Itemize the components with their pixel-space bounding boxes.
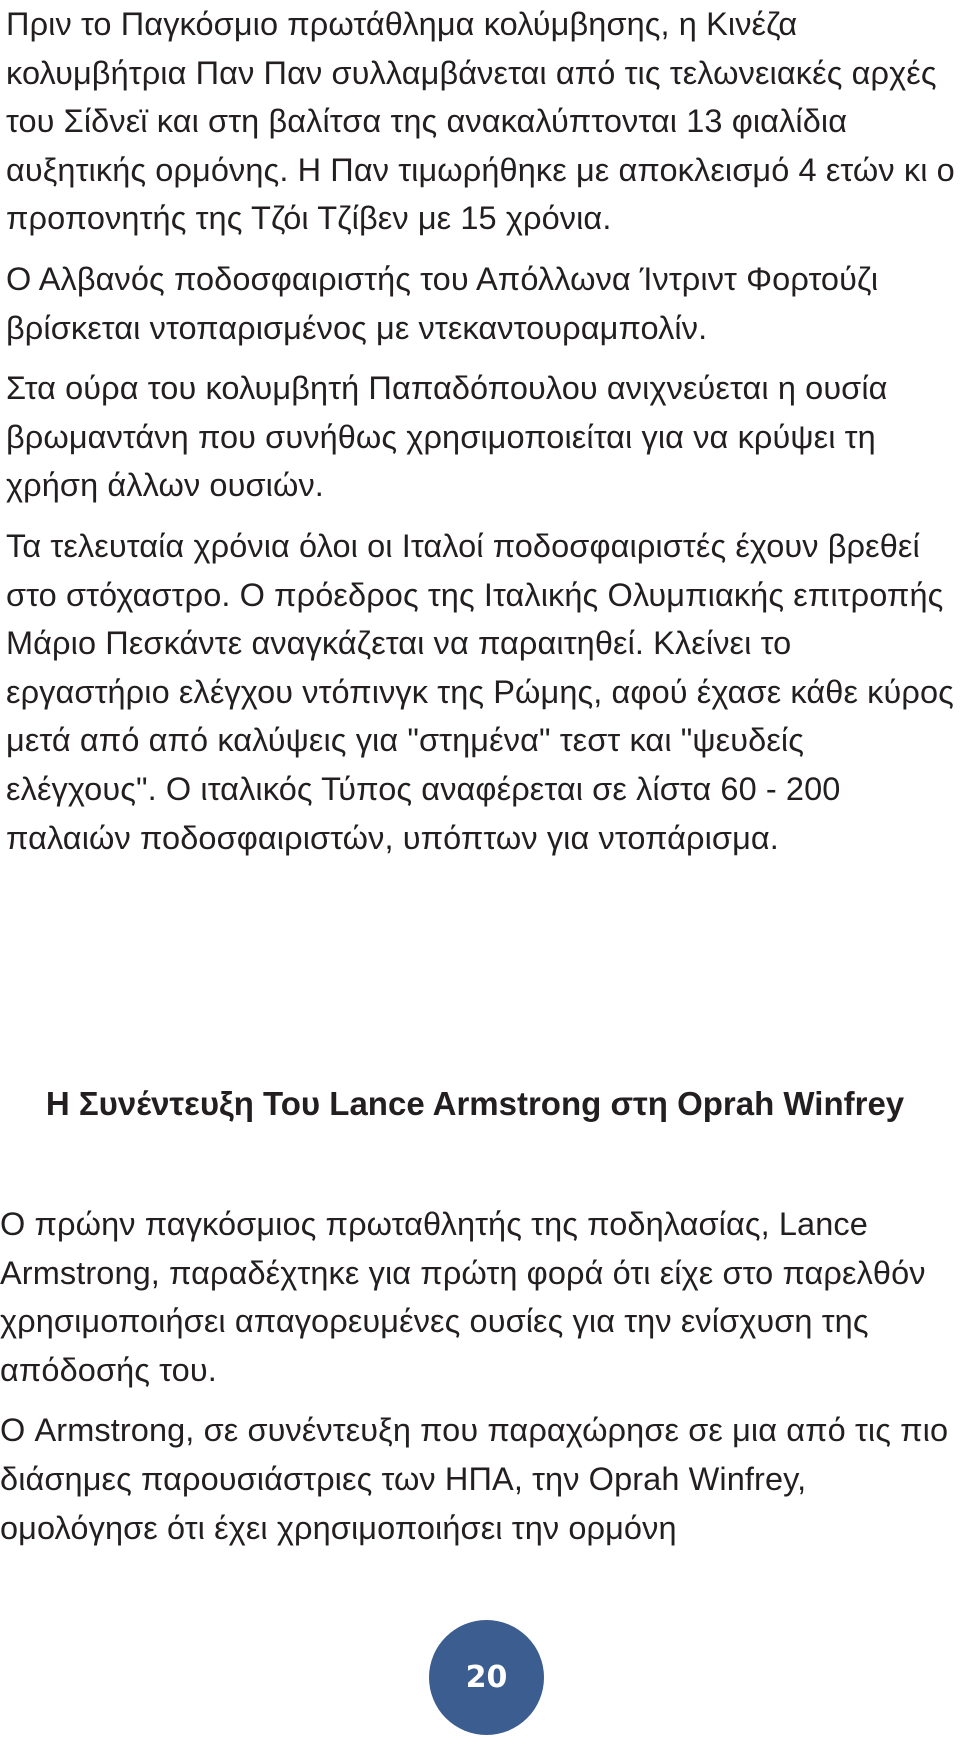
page-number-badge <box>429 1620 544 1735</box>
section-text-block <box>0 1200 950 1552</box>
paragraph-pan-pan: Πριν το Παγκόσμιο πρωτάθλημα κολύμβησης, η Κινέζα κολυμβήτρια Παν Παν συλλαμβάνεται από τις τελωνειακές αρχές του Σίδνεϊ και στη βαλίτσα της ανακαλύπτονται 13 φιαλίδια αυξητικής ορμόνης. Η Παν τιμωρήθηκε με αποκλεισμό 4 ετών κι ο προπονητής της Τζόι Τζίβεν με 15 χρόνια. <box>6 6 955 237</box>
paragraph-armstrong-admission: Ο πρώην παγκόσμιος πρωταθλητής της ποδηλασίας, Lance Armstrong, παραδέχτηκε για πρώτη φορά ότι είχε στο παρελθόν χρησιμοποιήσει απαγορευμένες ουσίες για την ενίσχυση της απόδοσής του. <box>0 1206 926 1388</box>
paragraph-italian-footballers: Τα τελευταία χρόνια όλοι οι Ιταλοί ποδοσφαιριστές έχουν βρεθεί στο στόχαστρο. Ο πρόεδρος της Ιταλικής Ολυμπιακής επιτροπής Μάριο Πεσκάντε αναγκάζεται να παραιτηθεί. Κλείνει το εργαστήριο ελέγχου ντόπινγκ της Ρώμης, αφού έχασε κάθε κύρος μετά από από καλύψεις για "στημένα" τεστ και "ψευδείς ελέγχους". Ο ιταλικός Τύπος αναφέρεται σε λίστα 60 - 200 παλαιών ποδοσφαιριστών, υπόπτων για ντοπάρισμα. <box>6 527 954 856</box>
paragraph-armstrong-interview: Ο Armstrong, σε συνέντευξη που παραχώρησε σε μια από τις πιο διάσημες παρουσιάστριες των ΗΠΑ, την Oprah Winfrey, ομολόγησε ότι έχει χρησιμοποιήσει την ορμόνη <box>0 1412 949 1546</box>
top-text-block <box>6 0 956 862</box>
paragraph-papadopoulos: Στα ούρα του κολυμβητή Παπαδόπουλου ανιχνεύεται η ουσία βρωμαντάνη που συνήθως χρησιμοποιείται για να κρύψει τη χρήση άλλων ουσιών. <box>6 370 888 504</box>
page-number: 20 <box>465 1660 508 1695</box>
section-heading: Η Συνέντευξη Του Lance Armstrong στη Oprah Winfrey <box>45 1085 905 1122</box>
paragraph-fortouzi: Ο Αλβανός ποδοσφαιριστής του Απόλλωνα Ίντριντ Φορτούζι βρίσκεται ντοπαρισμένος με ντεκαντουραμπολίν. <box>6 260 879 346</box>
